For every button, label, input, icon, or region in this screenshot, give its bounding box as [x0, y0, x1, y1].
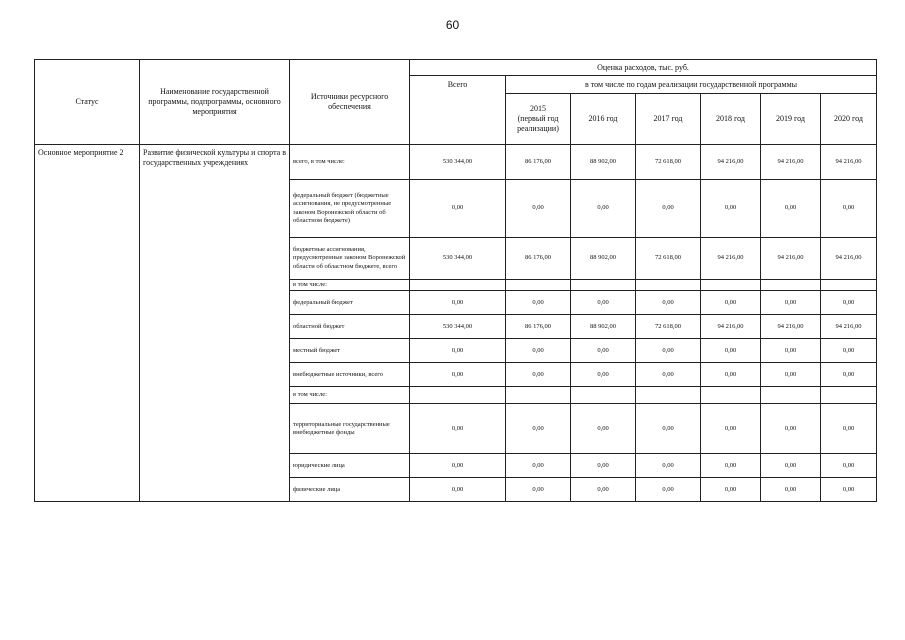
budget-table [34, 59, 877, 502]
value-cell: 0,00 [821, 478, 877, 502]
value-cell: 0,00 [410, 339, 506, 363]
value-cell [821, 387, 877, 404]
value-cell: 94 216,00 [761, 238, 821, 280]
value-cell: 0,00 [410, 291, 506, 315]
value-cell: 0,00 [571, 180, 636, 238]
value-cell [761, 387, 821, 404]
value-cell: 530 344,00 [410, 145, 506, 180]
value-cell: 0,00 [761, 478, 821, 502]
value-cell [506, 280, 571, 291]
value-cell: 0,00 [410, 404, 506, 454]
source-cell: всего, в том числе: [290, 145, 410, 180]
value-cell: 72 618,00 [636, 315, 701, 339]
value-cell [410, 280, 506, 291]
value-cell: 0,00 [821, 291, 877, 315]
value-cell: 0,00 [821, 339, 877, 363]
value-cell: 0,00 [761, 180, 821, 238]
value-cell: 0,00 [636, 291, 701, 315]
header-year: 2019 год [761, 94, 821, 145]
value-cell: 86 176,00 [506, 315, 571, 339]
source-cell: в том числе: [290, 280, 410, 291]
value-cell [761, 280, 821, 291]
value-cell: 0,00 [701, 291, 761, 315]
value-cell: 0,00 [821, 404, 877, 454]
value-cell: 94 216,00 [821, 315, 877, 339]
value-cell: 0,00 [701, 339, 761, 363]
value-cell: 0,00 [506, 404, 571, 454]
value-cell: 86 176,00 [506, 145, 571, 180]
value-cell: 0,00 [761, 291, 821, 315]
value-cell [701, 280, 761, 291]
value-cell: 0,00 [506, 291, 571, 315]
value-cell: 0,00 [506, 339, 571, 363]
value-cell: 0,00 [571, 291, 636, 315]
source-cell: в том числе: [290, 387, 410, 404]
source-cell: юридические лица [290, 454, 410, 478]
value-cell: 0,00 [506, 180, 571, 238]
value-cell: 530 344,00 [410, 315, 506, 339]
value-cell: 0,00 [506, 454, 571, 478]
header-year: 2015 (первый год реализации) [506, 94, 571, 145]
page-number: 60 [445, 18, 460, 32]
value-cell: 94 216,00 [761, 315, 821, 339]
header-year: 2020 год [821, 94, 877, 145]
value-cell: 0,00 [761, 454, 821, 478]
source-cell: местный бюджет [290, 339, 410, 363]
value-cell: 0,00 [636, 404, 701, 454]
header-year: 2016 год [571, 94, 636, 145]
value-cell: 0,00 [506, 363, 571, 387]
header-total: Всего [410, 76, 506, 145]
value-cell [636, 280, 701, 291]
value-cell: 0,00 [571, 339, 636, 363]
header-cost-estimate: Оценка расходов, тыс. руб. [410, 60, 877, 76]
value-cell: 0,00 [636, 363, 701, 387]
value-cell: 0,00 [571, 454, 636, 478]
value-cell: 72 618,00 [636, 145, 701, 180]
value-cell: 0,00 [571, 363, 636, 387]
value-cell: 0,00 [821, 454, 877, 478]
value-cell: 94 216,00 [701, 145, 761, 180]
value-cell: 0,00 [636, 454, 701, 478]
value-cell: 0,00 [410, 454, 506, 478]
value-cell: 94 216,00 [821, 145, 877, 180]
value-cell: 94 216,00 [701, 238, 761, 280]
table-row [35, 145, 877, 180]
header-sources: Источники ресурсного обеспечения [290, 60, 410, 145]
value-cell: 94 216,00 [701, 315, 761, 339]
value-cell: 0,00 [636, 478, 701, 502]
value-cell: 0,00 [701, 363, 761, 387]
value-cell: 0,00 [701, 478, 761, 502]
value-cell: 0,00 [571, 478, 636, 502]
source-cell: областной бюджет [290, 315, 410, 339]
header-year: 2018 год [701, 94, 761, 145]
value-cell: 88 902,00 [571, 145, 636, 180]
value-cell [821, 280, 877, 291]
source-cell: бюджетные ассигнования, предусмотренные законом Воронежской области об областном бюджете, всего [290, 238, 410, 280]
source-cell: территориальные государственные внебюджетные фонды [290, 404, 410, 454]
value-cell: 0,00 [821, 363, 877, 387]
status-cell: Основное мероприятие 2 [35, 145, 140, 502]
value-cell: 88 902,00 [571, 315, 636, 339]
value-cell: 0,00 [761, 363, 821, 387]
value-cell: 86 176,00 [506, 238, 571, 280]
value-cell: 0,00 [701, 180, 761, 238]
value-cell: 530 344,00 [410, 238, 506, 280]
value-cell: 94 216,00 [761, 145, 821, 180]
value-cell: 0,00 [410, 478, 506, 502]
value-cell: 0,00 [636, 339, 701, 363]
source-cell: внебюджетные источники, всего [290, 363, 410, 387]
value-cell: 88 902,00 [571, 238, 636, 280]
value-cell [701, 387, 761, 404]
value-cell: 0,00 [761, 339, 821, 363]
value-cell: 0,00 [821, 180, 877, 238]
source-cell: физические лица [290, 478, 410, 502]
source-cell: федеральный бюджет [290, 291, 410, 315]
value-cell: 0,00 [410, 363, 506, 387]
value-cell [410, 387, 506, 404]
header-status: Статус [35, 60, 140, 145]
value-cell: 0,00 [410, 180, 506, 238]
value-cell [571, 280, 636, 291]
value-cell: 0,00 [701, 404, 761, 454]
value-cell: 0,00 [506, 478, 571, 502]
value-cell: 72 618,00 [636, 238, 701, 280]
value-cell [506, 387, 571, 404]
value-cell [636, 387, 701, 404]
header-by-years: в том числе по годам реализации государственной программы [506, 76, 877, 94]
header-program-name: Наименование государственной программы, подпрограммы, основного мероприятия [140, 60, 290, 145]
value-cell: 0,00 [701, 454, 761, 478]
value-cell: 0,00 [571, 404, 636, 454]
value-cell: 94 216,00 [821, 238, 877, 280]
header-year: 2017 год [636, 94, 701, 145]
value-cell: 0,00 [761, 404, 821, 454]
source-cell: федеральный бюджет (бюджетные ассигнования, не предусмотренные законом Воронежской области об областном бюджете) [290, 180, 410, 238]
value-cell: 0,00 [636, 180, 701, 238]
value-cell [571, 387, 636, 404]
program-cell: Развитие физической культуры и спорта в государственных учреждениях [140, 145, 290, 502]
